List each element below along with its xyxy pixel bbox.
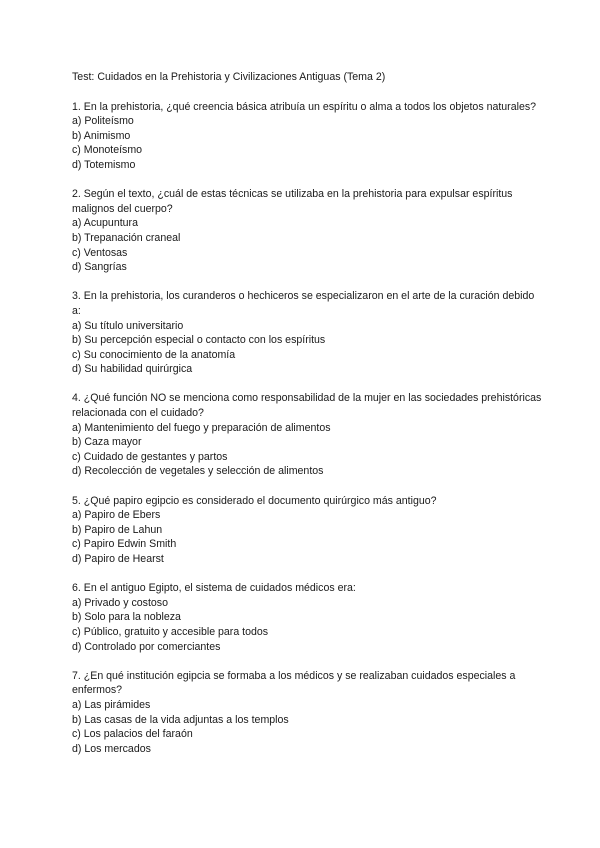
option-c: c) Cuidado de gestantes y partos: [72, 450, 228, 463]
option-b: b) Caza mayor: [72, 436, 142, 449]
option-c: c) Los palacios del faraón: [72, 728, 193, 741]
question-text: 4. ¿Qué función NO se menciona como responsabilidad de la mujer en las sociedades prehistóricas relacionada con el cuidado?: [72, 392, 542, 420]
question-text: 1. En la prehistoria, ¿qué creencia básica atribuía un espíritu o alma a todos los objetos naturales?: [72, 100, 537, 113]
page-title: Test: Cuidados en la Prehistoria y Civilizaciones Antiguas (Tema 2): [72, 71, 386, 83]
option-d: d) Totemismo: [72, 158, 136, 171]
option-d: d) Papiro de Hearst: [72, 553, 164, 565]
option-a: a) Privado y costoso: [72, 596, 168, 609]
option-b: b) Solo para la nobleza: [72, 611, 181, 624]
option-b: b) Las casas de la vida adjuntas a los templos: [72, 713, 289, 726]
option-b: b) Su percepción especial o contacto con los espíritus: [72, 334, 326, 347]
option-d: d) Sangrías: [72, 261, 127, 274]
option-c: c) Papiro Edwin Smith: [72, 538, 177, 551]
question-text: 3. En la prehistoria, los curanderos o hechiceros se especializaron en el arte de la curación debido a:: [72, 290, 535, 317]
option-d: d) Su habilidad quirúrgica: [72, 363, 193, 376]
option-b: b) Trepanación craneal: [72, 231, 181, 244]
question-text: 5. ¿Qué papiro egipcio es considerado el documento quirúrgico más antiguo?: [72, 494, 437, 507]
question-7: [72, 669, 542, 757]
question-5: [72, 494, 542, 567]
option-c: c) Su conocimiento de la anatomía: [72, 348, 236, 361]
option-b: b) Papiro de Lahun: [72, 523, 163, 536]
option-d: d) Recolección de vegetales y selección de alimentos: [72, 465, 324, 478]
document-page: [72, 70, 542, 771]
option-d: d) Los mercados: [72, 742, 151, 755]
question-text: 7. ¿En qué institución egipcia se formaba a los médicos y se realizaban cuidados especiales a enfermos?: [72, 669, 516, 697]
option-c: c) Ventosas: [72, 246, 128, 259]
option-a: a) Politeísmo: [72, 115, 134, 128]
option-c: c) Monoteísmo: [72, 144, 143, 157]
option-c: c) Público, gratuito y accesible para todos: [72, 625, 269, 638]
option-a: a) Las pirámides: [72, 698, 151, 711]
option-a: a) Papiro de Ebers: [72, 509, 161, 522]
option-d: d) Controlado por comerciantes: [72, 640, 221, 653]
question-4: [72, 391, 542, 479]
question-text: 2. Según el texto, ¿cuál de estas técnicas se utilizaba en la prehistoria para expulsar espíritus malignos del cuerpo?: [72, 188, 513, 215]
question-2: [72, 187, 542, 275]
question-3: [72, 289, 542, 377]
option-a: a) Su título universitario: [72, 319, 184, 332]
question-text: 6. En el antiguo Egipto, el sistema de cuidados médicos era:: [72, 582, 356, 595]
question-6: [72, 581, 542, 654]
option-b: b) Animismo: [72, 129, 131, 142]
question-1: [72, 100, 542, 173]
option-a: a) Acupuntura: [72, 217, 138, 230]
option-a: a) Mantenimiento del fuego y preparación de alimentos: [72, 421, 331, 434]
